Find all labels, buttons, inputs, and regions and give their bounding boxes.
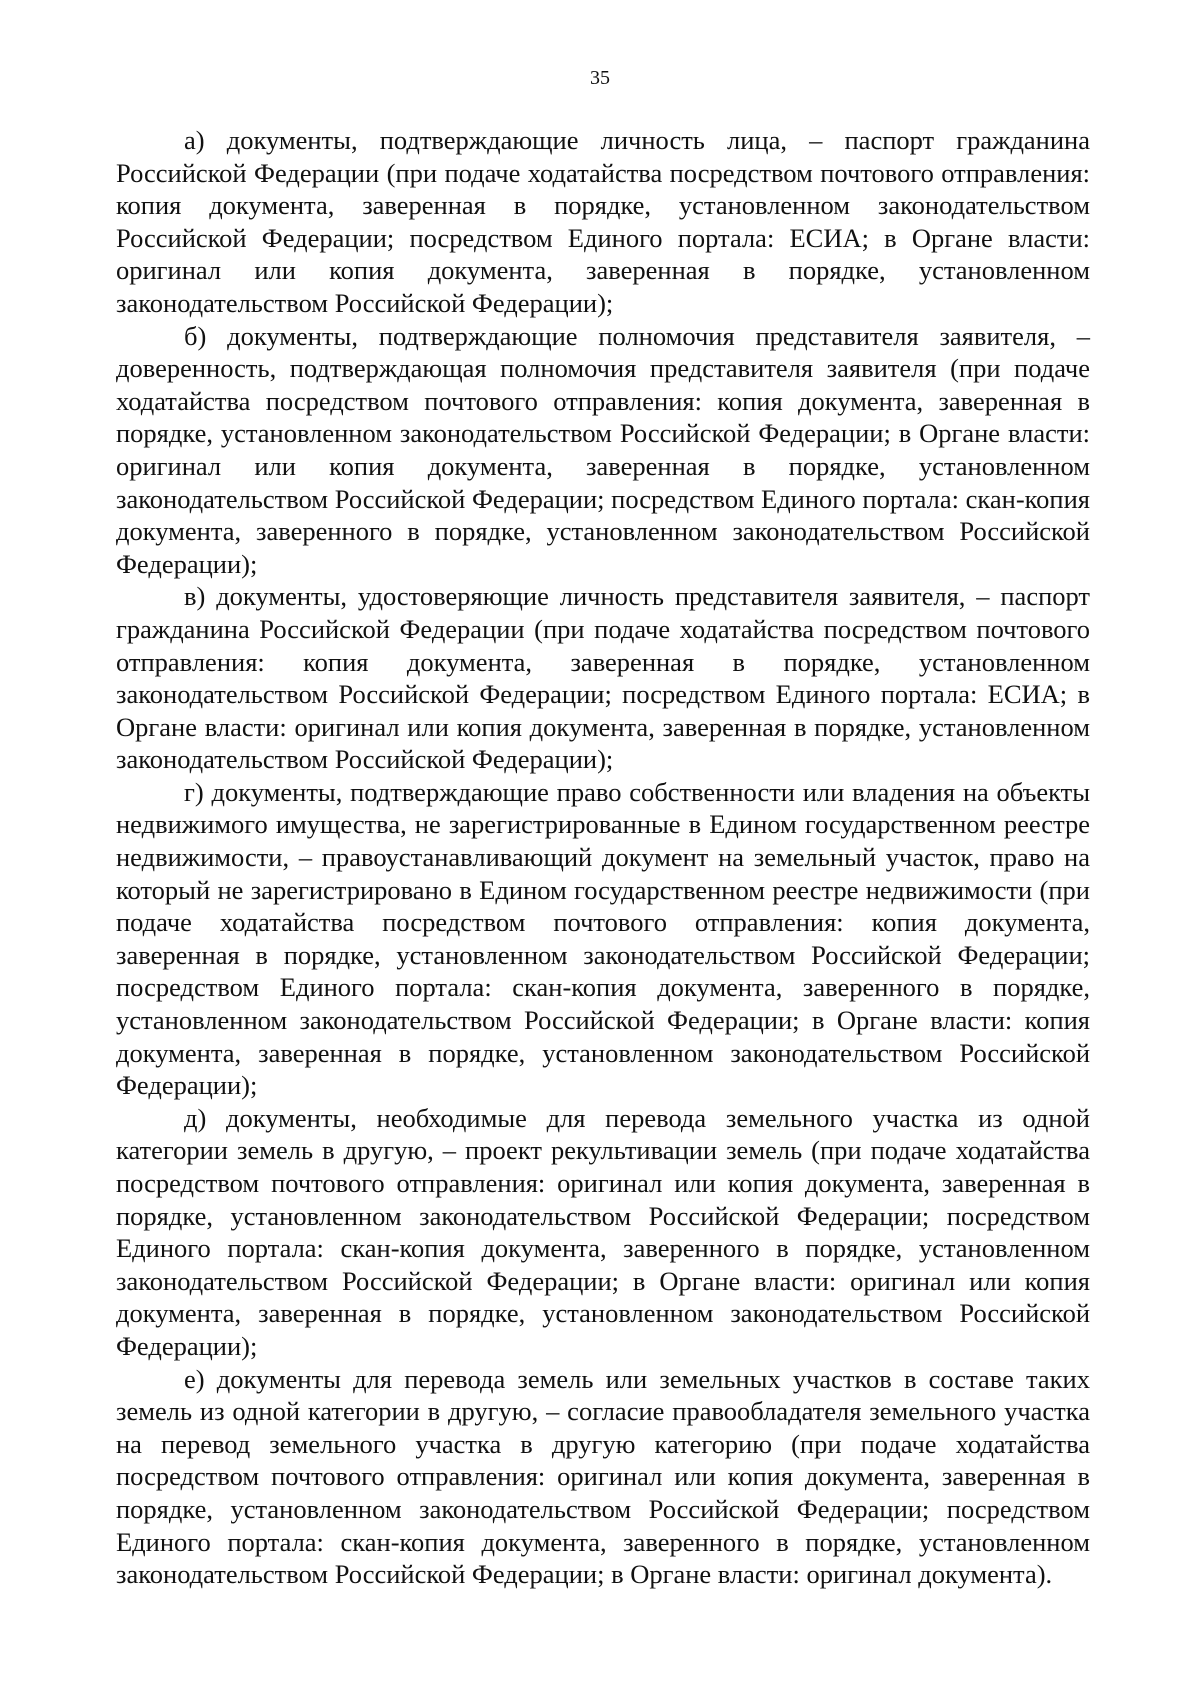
page-number: 35 [590,67,610,89]
paragraph-a: а) документы, подтверждающие личность лица, – паспорт гражданина Российской Федерации (при подаче ходатайства посредством почтового отправления: копия документа, заверенная в порядке, установленном законодательством Российской Федерации; посредством Единого портала: ЕСИА; в Органе власти: оригинал или копия документа, заверенная в порядке, установленном законодательством Российской Федерации); [116,125,1090,318]
paragraph-e: е) документы для перевода земель или земельных участков в составе таких земель из одной категории в другую, – согласие правообладателя земельного участка на перевод земельного участка в другую категорию (при подаче ходатайства посредством почтового отправления: оригинал или копия документа, заверенная в порядке, установленном законодательством Российской Федерации; посредством Единого портала: скан-копия документа, заверенного в порядке, установленном законодательством Российской Федерации; в Органе власти: оригинал документа). [116,1363,1090,1590]
paragraph-d: д) документы, необходимые для перевода земельного участка из одной категории земель в другую, – проект рекультивации земель (при подаче ходатайства посредством почтового отправления: оригинал или копия документа, заверенная в порядке, установленном законодательством Российской Федерации; посредством Единого портала: скан-копия документа, заверенного в порядке, установленном законодательством Российской Федерации; в Органе власти: оригинал или копия документа, заверенная в порядке, установленном законодательством Российской Федерации); [116,1102,1090,1361]
paragraph-v: в) документы, удостоверяющие личность представителя заявителя, – паспорт гражданина Российской Федерации (при подаче ходатайства посредством почтового отправления: копия документа, заверенная в порядке, установленном законодательством Российской Федерации; посредством Единого портала: ЕСИА; в Органе власти: оригинал или копия документа, заверенная в порядке, установленном законодательством Российской Федерации); [116,581,1090,775]
document-body [116,124,1090,1591]
paragraph-b: б) документы, подтверждающие полномочия представителя заявителя, – доверенность, подтверждающая полномочия представителя заявителя (при подаче ходатайства посредством почтового отправления: копия документа, заверенная в порядке, установленном законодательством Российской Федерации; в Органе власти: оригинал или копия документа, заверенная в порядке, установленном законодательством Российской Федерации; посредством Единого портала: скан-копия документа, заверенного в порядке, установленном законодательством Российской Федерации); [116,320,1090,579]
paragraph-g: г) документы, подтверждающие право собственности или владения на объекты недвижимого имущества, не зарегистрированные в Едином государственном реестре недвижимости, – правоустанавливающий документ на земельный участок, право на который не зарегистрировано в Едином государственном реестре недвижимости (при подаче ходатайства посредством почтового отправления: копия документа, заверенная в порядке, установленном законодательством Российской Федерации; посредством Единого портала: скан-копия документа, заверенного в порядке, установленном законодательством Российской Федерации; в Органе власти: копия документа, заверенная в порядке, установленном законодательством Российской Федерации); [116,776,1090,1101]
